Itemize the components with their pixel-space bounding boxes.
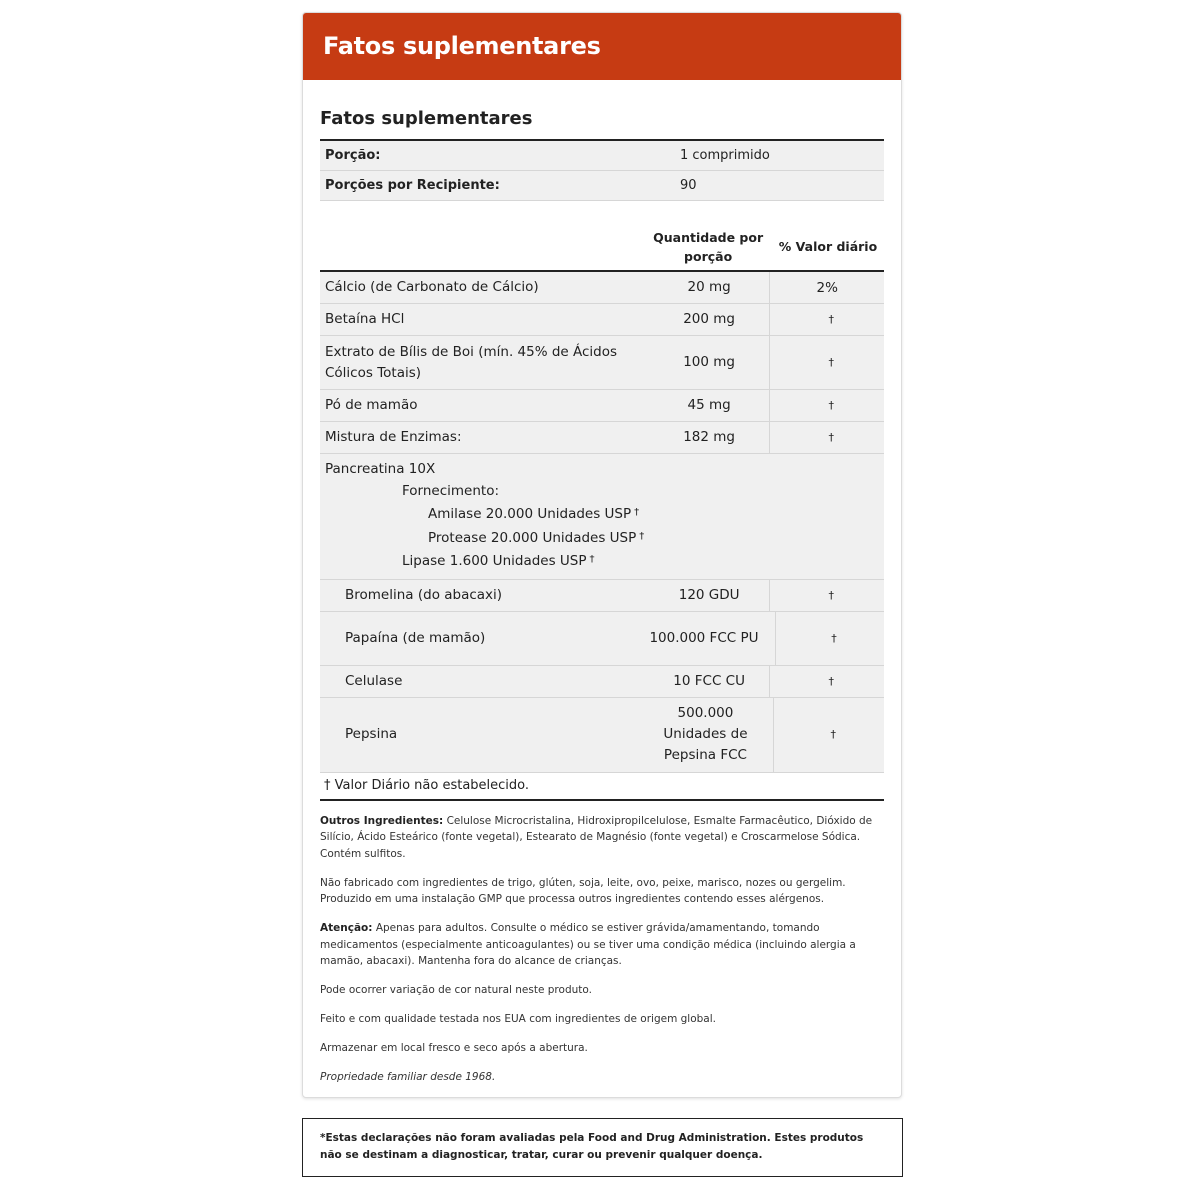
warning	[320, 920, 884, 970]
column-header-row	[320, 223, 884, 272]
serving-size-label: Porção:	[325, 148, 381, 163]
enzyme-row	[320, 698, 884, 773]
other-ingredients-text: Celulose Microcristalina, Hidroxipropilcelulose, Esmalte Farmacêutico, Dióxido de Silício, Ácido Esteárico (fonte vegetal), Estearato de Magnésio (fonte vegetal) e Croscarmelose Sódica. Contém sulfitos.	[320, 814, 873, 860]
dagger-mark: †	[634, 507, 640, 518]
nutrient-daily-value: †	[828, 313, 834, 326]
enzyme-name: Celulase	[345, 672, 403, 689]
supplement-facts-card	[302, 12, 902, 1098]
nutrient-row	[320, 422, 884, 454]
nutrient-row	[320, 336, 884, 390]
nutrient-daily-value: †	[828, 399, 834, 412]
other-ingredients	[320, 813, 884, 863]
nutrient-amount: 182 mg	[649, 422, 771, 453]
nutrient-amount: 45 mg	[649, 390, 771, 421]
label-notes	[320, 813, 884, 1086]
nutrient-name: Cálcio (de Carbonato de Cálcio)	[325, 279, 539, 295]
panel-title: Fatos suplementares	[320, 108, 884, 141]
protease-text: Protease 20.000 Unidades USP	[428, 529, 637, 546]
serving-size-row	[320, 141, 884, 171]
nutrient-amount: 200 mg	[649, 304, 771, 335]
nutrient-row	[320, 272, 884, 304]
enzyme-amount: 10 FCC CU	[649, 666, 771, 697]
nutrient-row	[320, 390, 884, 422]
enzyme-row	[320, 666, 884, 698]
nutrient-row	[320, 304, 884, 336]
daily-value-column-header: % Valor diário	[778, 239, 878, 254]
amylase-line	[325, 502, 879, 526]
enzyme-row	[320, 612, 884, 666]
lipase-text: Lipase 1.600 Unidades USP	[402, 553, 587, 569]
allergen-statement: Não fabricado com ingredientes de trigo, glúten, soja, leite, ovo, peixe, marisco, nozes ou gergelim. Produzido em uma instalação GMP que processa outros ingredientes contendo esses alérgenos.	[320, 876, 846, 905]
enzyme-name: Bromelina (do abacaxi)	[345, 586, 503, 603]
family-statement	[320, 1069, 884, 1086]
daily-value-footnote: † Valor Diário não estabelecido.	[320, 773, 884, 801]
warning-label: Atenção:	[320, 922, 373, 934]
blend-supply-label: Fornecimento:	[402, 482, 500, 499]
nutrient-amount: 100 mg	[649, 336, 771, 389]
facts-panel	[303, 108, 901, 1086]
made-in-statement: Feito e com qualidade testada nos EUA com ingredientes de origem global.	[320, 1013, 716, 1025]
serving-size-value: 1 comprimido	[680, 148, 770, 163]
nutrient-name: Extrato de Bílis de Boi (mín. 45% de Ácidos Cólicos Totais)	[325, 343, 618, 381]
color-note: Pode ocorrer variação de cor natural neste produto.	[320, 984, 592, 996]
other-ingredients-label: Outros Ingredientes:	[320, 814, 444, 827]
nutrient-amount: 20 mg	[649, 272, 771, 303]
lipase-line	[325, 549, 879, 573]
pancreatin-blend	[320, 454, 884, 580]
servings-per-container-row	[320, 171, 884, 201]
servings-per-container-label: Porções por Recipiente:	[325, 178, 500, 193]
nutrient-daily-value: †	[828, 431, 834, 444]
servings-per-container-value: 90	[680, 178, 697, 193]
nutrient-name: Pó de mamão	[325, 397, 418, 413]
family-text: Propriedade familiar desde 1968.	[320, 1071, 496, 1083]
nutrient-daily-value: †	[828, 356, 834, 369]
blend-name: Pancreatina 10X	[325, 461, 436, 477]
nutrient-name: Betaína HCl	[325, 311, 405, 327]
enzyme-daily-value: †	[830, 728, 836, 741]
amylase-text: Amilase 20.000 Unidades USP	[428, 506, 632, 522]
banner-title: Fatos suplementares	[303, 13, 901, 80]
fda-disclaimer: *Estas declarações não foram avaliadas pela Food and Drug Administration. Estes produtos não se destinam a diagnosticar, tratar, curar ou prevenir qualquer doença.	[302, 1118, 903, 1177]
enzyme-daily-value: †	[828, 588, 834, 602]
protease-line	[325, 526, 879, 550]
nutrient-daily-value: 2%	[816, 279, 838, 296]
enzyme-amount: 500.000 Unidades de Pepsina FCC	[637, 698, 774, 772]
enzyme-daily-value: †	[831, 631, 837, 645]
enzyme-daily-value: †	[828, 674, 834, 688]
warning-text: Apenas para adultos. Consulte o médico se estiver grávida/amamentando, tomando medicamentos (especialmente anticoagulantes) ou se tiver uma condição médica (incluindo alergia a mamão, abacaxi). Mantenha fora do alcance de crianças.	[320, 922, 856, 967]
nutrient-name: Mistura de Enzimas:	[325, 429, 462, 445]
enzyme-name: Papaína (de mamão)	[345, 629, 486, 646]
enzyme-amount: 120 GDU	[649, 580, 771, 611]
dagger-mark: †	[589, 554, 595, 565]
enzyme-amount: 100.000 FCC PU	[633, 612, 776, 665]
enzyme-name: Pepsina	[345, 726, 398, 742]
enzyme-row	[320, 580, 884, 612]
storage-statement: Armazenar em local fresco e seco após a abertura.	[320, 1042, 588, 1054]
amount-column-header: Quantidade por porção	[653, 229, 764, 264]
dagger-mark: †	[639, 530, 645, 542]
